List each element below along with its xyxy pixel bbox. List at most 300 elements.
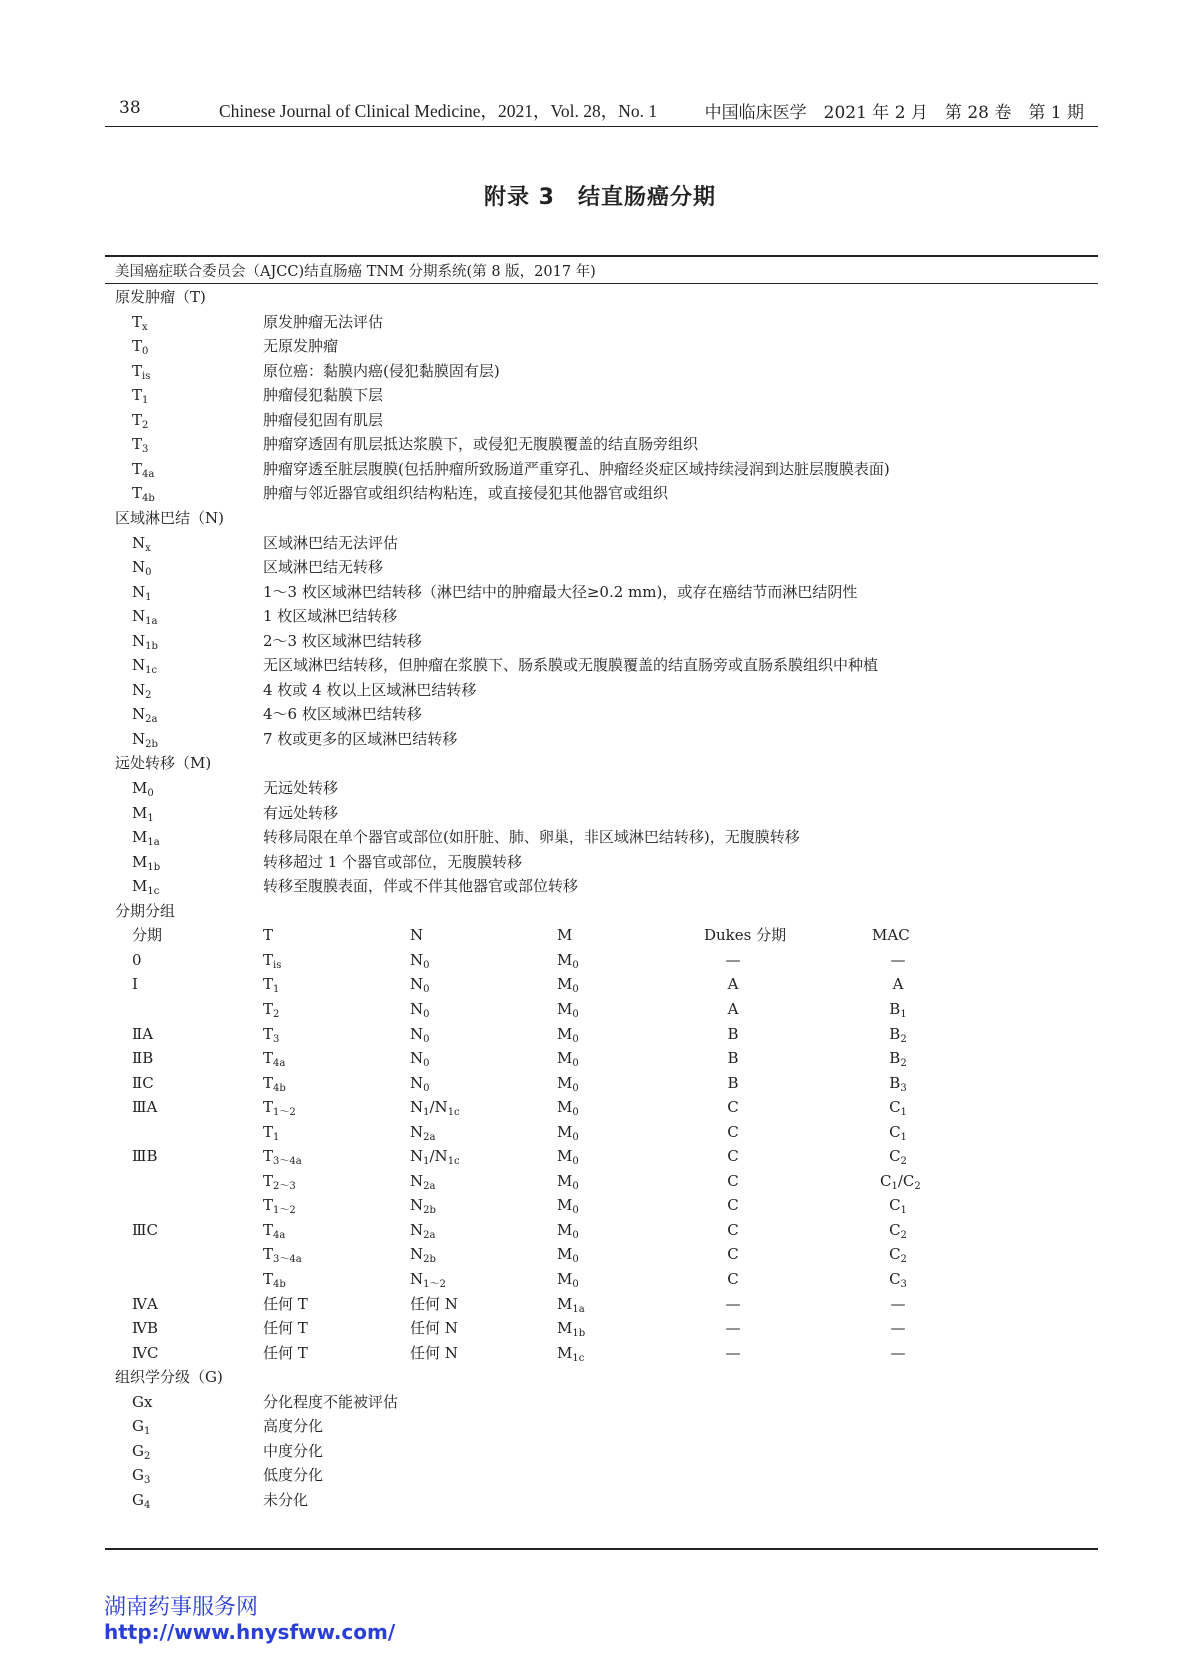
code-subscript: 2 [900, 1058, 907, 1069]
code-subscript: 1c [447, 1107, 460, 1119]
code-base: Gx [132, 1392, 153, 1411]
code-subscript: 3 [142, 444, 149, 456]
code-subscript: is [142, 370, 151, 382]
code-subscript: 1 [891, 1180, 898, 1192]
code-base: N [410, 1270, 424, 1288]
stage-mac-value [880, 1341, 916, 1365]
definition-row [0, 678, 1200, 702]
code-base: T [263, 999, 274, 1018]
definition-row [0, 874, 1200, 898]
stage-row [0, 1316, 1200, 1340]
stage-n-value [410, 1144, 460, 1168]
code-base: T [132, 484, 143, 503]
code-base: T [263, 1171, 274, 1190]
stage-m-value [557, 1022, 579, 1046]
stage-mac-value [880, 1292, 916, 1316]
category-code [132, 580, 152, 604]
stage-n-value [410, 1120, 435, 1144]
code-subscript: 1～2 [273, 1107, 296, 1119]
stage-row [0, 1144, 1200, 1168]
stage-dukes-value: C [727, 1270, 739, 1288]
column-header-dukes: Dukes 分期 [704, 926, 787, 945]
code-subscript: 0 [423, 1033, 430, 1045]
stage-mac-value [880, 1316, 916, 1340]
code-base: T [263, 1122, 274, 1141]
stage-t-value [263, 1120, 279, 1144]
code-subscript: 1 [273, 984, 280, 996]
definition-row [0, 850, 1200, 874]
code-base: 任何 T [263, 1294, 308, 1313]
code-subscript: 2 [143, 1450, 151, 1462]
stage-label: ⅣB [132, 1319, 159, 1338]
code-subscript: 1 [142, 395, 149, 407]
code-base: B [889, 999, 901, 1018]
code-base: /C [897, 1171, 915, 1190]
code-base: N [410, 1196, 424, 1215]
stage-mac-value [880, 1120, 916, 1144]
code-base: T [132, 337, 143, 356]
column-header-t: T [263, 926, 274, 945]
code-base: T [263, 1098, 274, 1117]
definition-row [0, 383, 1200, 407]
code-base: M [132, 852, 148, 871]
code-base: — [890, 1319, 906, 1338]
definition-row [0, 604, 1200, 628]
stage-n-value [410, 1022, 430, 1046]
code-subscript: 0 [572, 1033, 579, 1045]
code-base: T [263, 1196, 274, 1215]
stage-m-value [557, 948, 579, 972]
stage-label: ⅢA [132, 1098, 158, 1117]
category-code [132, 408, 148, 432]
stage-label: Ⅰ [132, 975, 138, 994]
stage-mac-value [880, 1046, 916, 1070]
category-description: 肿瘤侵犯黏膜下层 [263, 386, 384, 405]
stage-n-value [410, 1193, 436, 1217]
code-base: M [557, 1245, 573, 1264]
stage-m-value [557, 1267, 579, 1291]
code-subscript: 1b [572, 1328, 586, 1340]
code-subscript: 0 [572, 1058, 579, 1069]
category-description: 肿瘤穿透固有肌层抵达浆膜下，或侵犯无腹膜覆盖的结直肠旁组织 [263, 435, 699, 454]
code-base: B [889, 1049, 901, 1067]
stage-row [0, 1341, 1200, 1365]
stage-t-value [263, 1242, 302, 1266]
code-subscript: 3 [143, 1475, 151, 1487]
category-description: 区域淋巴结无转移 [263, 558, 384, 577]
category-description: 7 枚或更多的区域淋巴结转移 [263, 729, 458, 748]
code-base: M [557, 1196, 573, 1215]
category-description: 1 枚区域淋巴结转移 [263, 607, 398, 626]
code-base: C [880, 1171, 892, 1190]
code-base: 任何 T [263, 1343, 308, 1362]
stage-row [0, 1022, 1200, 1046]
code-subscript: 1 [423, 1107, 430, 1119]
stage-row [0, 1120, 1200, 1144]
code-base: G [132, 1466, 144, 1485]
column-header-m: M [557, 926, 573, 945]
category-description: 分化程度不能被评估 [263, 1392, 399, 1411]
section-heading-m: 远处转移（M) [115, 754, 212, 773]
code-subscript: 2b [423, 1254, 436, 1266]
stage-dukes-value: C [727, 1147, 739, 1166]
stage-row [0, 997, 1200, 1021]
code-base: N [410, 1073, 424, 1092]
code-subscript: 4b [273, 1279, 286, 1290]
definition-row [0, 776, 1200, 800]
definition-row [0, 653, 1200, 677]
code-subscript: 0 [423, 959, 430, 971]
category-code [132, 801, 154, 825]
code-base: N [410, 1122, 424, 1141]
category-description: 低度分化 [263, 1466, 324, 1485]
code-subscript: 0 [572, 1156, 579, 1168]
code-base: 任何 N [410, 1343, 458, 1362]
code-base: M [557, 1343, 573, 1362]
code-base: M [557, 1270, 573, 1288]
code-base: — [890, 950, 906, 969]
stage-mac-value [880, 972, 916, 996]
code-base: M [557, 999, 573, 1018]
category-description: 无区域淋巴结转移，但肿瘤在浆膜下、肠系膜或无腹膜覆盖的结直肠旁或直肠系膜组织中种植 [263, 656, 879, 675]
stage-dukes-value: B [727, 1049, 739, 1067]
table-bottom-rule [105, 1548, 1098, 1550]
section-heading-g: 组织学分级（G) [115, 1368, 223, 1387]
category-code [132, 310, 148, 334]
code-subscript: 2b [423, 1205, 436, 1217]
stage-t-value [263, 1095, 296, 1119]
code-subscript: 1 [900, 1131, 907, 1143]
code-base: T [132, 435, 143, 454]
category-description: 转移超过 1 个器官或部位，无腹膜转移 [263, 852, 523, 871]
stage-dukes-value: — [725, 1343, 741, 1362]
code-base: C [889, 1220, 901, 1239]
definition-row [0, 727, 1200, 751]
code-subscript: 2a [145, 714, 158, 726]
category-code [132, 776, 154, 800]
code-base: M [557, 950, 573, 969]
definition-row [0, 702, 1200, 726]
stage-table-header [0, 923, 1200, 947]
category-code [132, 678, 152, 702]
stage-label: ⅣA [132, 1294, 158, 1313]
code-subscript: 2 [914, 1180, 921, 1192]
code-subscript: 1a [572, 1303, 585, 1315]
code-base: C [889, 1098, 901, 1117]
journal-title-cn: 中国临床医学 2021 年 2 月 第 28 卷 第 1 期 [704, 103, 1084, 123]
definition-row [0, 432, 1200, 456]
code-subscript: 1c [147, 886, 160, 898]
stage-dukes-value: C [727, 1220, 739, 1239]
stage-m-value [557, 997, 579, 1021]
stage-row [0, 1193, 1200, 1217]
code-base: T [263, 1270, 274, 1288]
code-base: N [410, 975, 424, 994]
category-code [132, 1414, 150, 1438]
category-code [132, 874, 159, 898]
stage-t-value [263, 1218, 285, 1242]
code-subscript: 2a [423, 1229, 436, 1241]
definition-row [0, 1390, 1200, 1414]
definition-row [0, 334, 1200, 358]
stage-dukes-value: — [725, 950, 741, 969]
code-subscript: 0 [572, 1131, 579, 1143]
category-description: 区域淋巴结无法评估 [263, 533, 399, 552]
stage-mac-value [880, 1242, 916, 1266]
code-subscript: 0 [147, 788, 154, 799]
stage-m-value [557, 1218, 579, 1242]
code-subscript: 0 [572, 1082, 579, 1094]
page-header [105, 98, 1098, 127]
column-header-mac: MAC [872, 926, 910, 945]
section-heading-t: 原发肿瘤（T) [115, 288, 206, 306]
code-subscript: 2b [145, 738, 158, 750]
definition-row [0, 1439, 1200, 1463]
code-base: N [132, 582, 146, 601]
code-subscript: 3～4a [273, 1254, 302, 1266]
watermark-name: 湖南药事服务网 [104, 1595, 259, 1620]
code-subscript: 1 [273, 1131, 280, 1143]
code-subscript: 0 [423, 1082, 430, 1094]
section-heading-n: 区域淋巴结（N) [115, 509, 224, 527]
stage-n-value [410, 1095, 460, 1119]
code-base: 任何 N [410, 1319, 458, 1338]
code-base: N [410, 1098, 424, 1117]
code-base: C [889, 1196, 901, 1215]
code-subscript: 1 [900, 1107, 907, 1119]
code-base: T [132, 361, 143, 380]
code-subscript: 0 [423, 984, 430, 996]
definition-row [0, 1463, 1200, 1487]
category-code [132, 727, 158, 751]
code-base: M [132, 779, 148, 797]
column-header-n: N [410, 926, 424, 945]
code-subscript: 1 [143, 1426, 151, 1438]
stage-n-value [410, 997, 430, 1021]
stage-dukes-value: A [727, 975, 739, 994]
code-subscript: 3～4a [273, 1156, 302, 1168]
code-subscript: 4a [142, 468, 155, 480]
table-top-rule [105, 255, 1098, 257]
stage-label: ⅡA [132, 1024, 154, 1043]
column-header-stage: 分期 [132, 926, 163, 945]
code-base: T [263, 1147, 274, 1166]
code-base: T [132, 312, 143, 331]
stage-label: ⅢB [132, 1147, 158, 1166]
code-base: A [892, 975, 904, 994]
code-base: M [557, 975, 573, 994]
stage-t-value [263, 1193, 296, 1217]
stage-mac-value [880, 1218, 916, 1242]
code-base: B [889, 1024, 901, 1043]
stage-label: ⅡB [132, 1049, 154, 1067]
definition-row [0, 359, 1200, 383]
code-subscript: 1a [145, 616, 158, 628]
category-description: 高度分化 [263, 1417, 324, 1436]
code-subscript: 1c [447, 1156, 460, 1168]
code-base: T [132, 459, 143, 478]
code-base: N [132, 680, 146, 699]
code-base: T [263, 1049, 274, 1067]
page-number: 38 [119, 98, 141, 118]
code-base: N [132, 656, 146, 675]
stage-t-value [263, 997, 279, 1021]
category-code [132, 555, 152, 579]
stage-m-value [557, 1071, 579, 1095]
stage-n-value [410, 1071, 430, 1095]
stage-n-value [410, 1267, 446, 1291]
code-base: G [132, 1441, 144, 1460]
category-description: 2～3 枚区域淋巴结转移 [263, 631, 422, 650]
stage-row [0, 1292, 1200, 1316]
stage-n-value [410, 1218, 435, 1242]
code-base: N [410, 1171, 424, 1190]
stage-dukes-value: C [727, 1171, 739, 1190]
code-subscript: 0 [572, 1229, 579, 1241]
code-subscript: 2～3 [273, 1180, 296, 1192]
definition-row [0, 629, 1200, 653]
code-base: N [132, 558, 146, 577]
category-description: 转移至腹膜表面，伴或不伴其他器官或部位转移 [263, 877, 579, 896]
category-description: 未分化 [263, 1490, 309, 1509]
code-base: M [132, 803, 148, 822]
watermark-url[interactable]: http://www.hnysfww.com/ [104, 1620, 396, 1644]
code-subscript: 0 [572, 984, 579, 996]
stage-dukes-value: B [727, 1024, 739, 1043]
code-subscript: 2 [900, 1156, 907, 1168]
code-base: M [557, 1098, 573, 1117]
code-subscript: 2 [900, 1033, 907, 1045]
stage-n-value [410, 1046, 430, 1070]
category-description: 中度分化 [263, 1441, 324, 1460]
category-code [132, 432, 148, 456]
stage-row [0, 1169, 1200, 1193]
category-description: 1～3 枚区域淋巴结转移（淋巴结中的肿瘤最大径≥0.2 mm)，或存在癌结节而淋巴结阴性 [263, 582, 858, 601]
code-subscript: 0 [145, 567, 152, 579]
code-subscript: 0 [572, 1107, 579, 1119]
category-description: 转移局限在单个器官或部位(如肝脏、肺、卵巢，非区域淋巴结转移)，无腹膜转移 [263, 828, 800, 847]
code-subscript: 1b [147, 861, 161, 873]
category-description: 肿瘤与邻近器官或组织结构粘连，或直接侵犯其他器官或组织 [263, 484, 669, 503]
definition-row [0, 555, 1200, 579]
category-code [132, 1488, 150, 1512]
stage-row [0, 948, 1200, 972]
category-code [132, 653, 157, 677]
code-base: N [410, 999, 424, 1018]
stage-m-value [557, 1144, 579, 1168]
section-heading-stage: 分期分组 [115, 901, 176, 920]
code-base: T [263, 975, 274, 994]
page-title: 附录 3 结直肠癌分期 [484, 185, 716, 210]
stage-label: ⅡC [132, 1073, 154, 1092]
category-code [132, 457, 154, 481]
stage-row [0, 972, 1200, 996]
stage-t-value [263, 1267, 286, 1291]
code-subscript: 0 [423, 1008, 430, 1020]
code-base: M [557, 1294, 573, 1313]
stage-row [0, 1242, 1200, 1266]
definition-row [0, 1414, 1200, 1438]
code-subscript: 2a [423, 1131, 436, 1143]
category-code [132, 359, 150, 383]
code-base: M [557, 1122, 573, 1141]
stage-n-value [410, 1341, 458, 1365]
code-subscript: 2a [423, 1180, 436, 1192]
stage-dukes-value: C [727, 1098, 739, 1117]
stage-m-value [557, 1120, 579, 1144]
category-description: 有远处转移 [263, 803, 339, 822]
stage-dukes-value: B [727, 1073, 739, 1092]
code-subscript: 0 [142, 346, 149, 358]
code-subscript: 4b [273, 1082, 286, 1094]
code-subscript: 1 [900, 1008, 907, 1020]
stage-t-value [263, 972, 279, 996]
category-description: 原发肿瘤无法评估 [263, 312, 384, 331]
category-code [132, 1463, 150, 1487]
stage-t-value [263, 1046, 285, 1070]
stage-t-value [263, 1071, 286, 1095]
code-base: N [410, 1245, 424, 1264]
code-subscript: 0 [572, 1008, 579, 1020]
code-base: 任何 T [263, 1319, 308, 1338]
code-subscript: 0 [572, 1180, 579, 1192]
definition-row [0, 580, 1200, 604]
definition-row [0, 408, 1200, 432]
code-subscript: 1a [147, 837, 160, 849]
code-subscript: 2 [145, 689, 152, 701]
code-subscript: 3 [273, 1033, 280, 1045]
category-code [132, 702, 157, 726]
code-subscript: 1b [145, 640, 158, 652]
code-base: 任何 N [410, 1294, 458, 1313]
code-base: T [263, 1245, 274, 1264]
code-base: N [410, 1220, 424, 1239]
code-base: N [132, 729, 146, 748]
code-base: G [132, 1417, 144, 1436]
stage-mac-value [880, 1071, 916, 1095]
code-subscript: 2 [900, 1229, 907, 1241]
stage-n-value [410, 948, 430, 972]
definition-row [0, 1488, 1200, 1512]
code-subscript: 0 [572, 1279, 579, 1290]
stage-mac-value [880, 1267, 916, 1291]
stage-mac-value [880, 997, 916, 1021]
code-base: M [557, 1147, 573, 1166]
stage-row [0, 1095, 1200, 1119]
stage-label: ⅢC [132, 1220, 158, 1239]
code-base: B [889, 1073, 901, 1092]
code-subscript: 3 [900, 1279, 907, 1290]
category-code [132, 1390, 152, 1414]
stage-label: ⅣC [132, 1343, 159, 1362]
code-base: N [132, 705, 146, 724]
stage-row [0, 1071, 1200, 1095]
code-base: M [132, 877, 148, 896]
category-description: 原位癌：黏膜内癌(侵犯黏膜固有层) [263, 361, 500, 380]
code-subscript: 0 [423, 1058, 430, 1069]
stage-t-value [263, 1169, 296, 1193]
code-base: T [263, 1220, 274, 1239]
category-code [132, 850, 160, 874]
code-base: M [557, 1171, 573, 1190]
category-code [132, 1439, 150, 1463]
definition-row [0, 825, 1200, 849]
stage-row [0, 1267, 1200, 1291]
category-code [132, 604, 157, 628]
stage-dukes-value: C [727, 1122, 739, 1141]
code-base: T [132, 386, 143, 405]
code-base: N [132, 533, 146, 552]
